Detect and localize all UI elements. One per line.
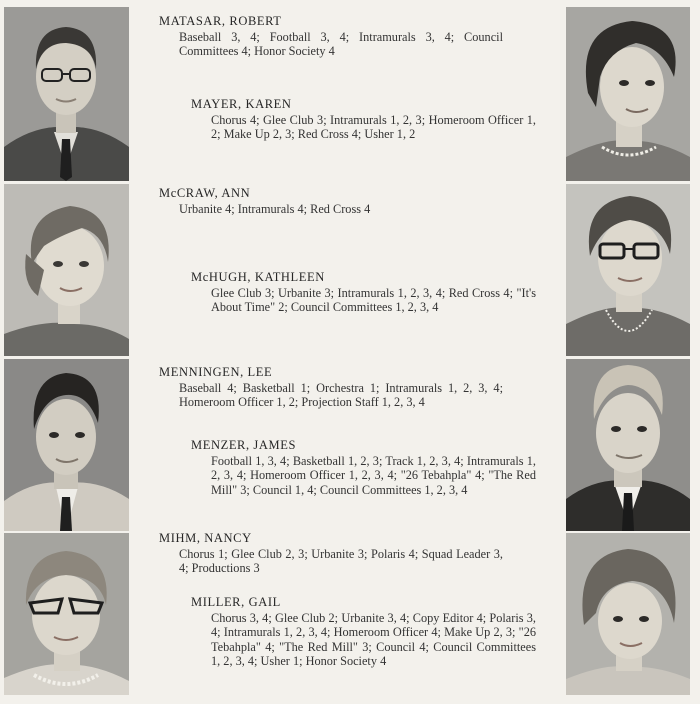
student-activities: Baseball 4; Basketball 1; Orchestra 1; Intramurals 1, 2, 3, 4; Homeroom Officer 1, 2; Projection Staff 1, 2, 3, 4 [179, 381, 503, 410]
student-name: MIHM, NANCY [159, 531, 252, 545]
student-name: MATASAR, ROBERT [159, 14, 282, 28]
portrait-menzer-james [566, 359, 690, 531]
student-activities: Football 1, 3, 4; Basketball 1, 2, 3; Track 1, 2, 3, 4; Intramurals 1, 2, 3, 4; Homeroom Officer 1, 2, 3, 4; "26 Tebahpla" 4; "The Red Mill" 3; Council 1, 4; Council Committees 1, 2, 3, 4 [211, 454, 536, 497]
student-name: McHUGH, KATHLEEN [191, 270, 325, 284]
portrait-mayer-karen [566, 7, 690, 181]
student-entry [191, 438, 536, 497]
student-entry [159, 531, 503, 576]
student-name: MILLER, GAIL [191, 595, 281, 609]
student-name: MENZER, JAMES [191, 438, 297, 452]
portrait-mccraw-ann [4, 184, 129, 356]
student-activities: Chorus 1; Glee Club 2, 3; Urbanite 3; Polaris 4; Squad Leader 3, 4; Productions 3 [179, 547, 503, 576]
student-activities: Baseball 3, 4; Football 3, 4; Intramurals 3, 4; Council Committees 4; Honor Society 4 [179, 30, 503, 59]
portrait-mihm-nancy [4, 533, 129, 695]
student-entry [191, 270, 536, 315]
portrait-menningen-lee [4, 359, 129, 531]
student-entry [191, 595, 536, 668]
student-entry [159, 186, 503, 216]
student-activities: Urbanite 4; Intramurals 4; Red Cross 4 [179, 202, 371, 216]
portrait-mchugh-kathleen [566, 184, 690, 356]
portrait-miller-gail [566, 533, 690, 695]
portrait-matasar-robert [4, 7, 129, 181]
student-activities: Chorus 4; Glee Club 3; Intramurals 1, 2, 3; Homeroom Officer 1, 2; Make Up 2, 3; Red Cross 4; Usher 1, 2 [211, 113, 536, 142]
student-name: MAYER, KAREN [191, 97, 292, 111]
student-name: McCRAW, ANN [159, 186, 251, 200]
student-entry [159, 365, 503, 410]
student-activities: Chorus 3, 4; Glee Club 2; Urbanite 3, 4; Copy Editor 4; Polaris 3, 4; Intramurals 1, 2, 3, 4; Homeroom Officer 4; Make Up 2, 3; "26 Tebahpla" 4; "The Red Mill" 3; Council 4; Council Committees 1, 2, 3, 4; Usher 1; Honor Society 4 [211, 611, 536, 668]
student-name: MENNINGEN, LEE [159, 365, 273, 379]
student-entry [191, 97, 536, 142]
student-entry [159, 14, 503, 59]
student-activities: Glee Club 3; Urbanite 3; Intramurals 1, 2, 3, 4; Red Cross 4; "It's About Time" 2; Council Committees 1, 2, 3, 4 [211, 286, 536, 315]
